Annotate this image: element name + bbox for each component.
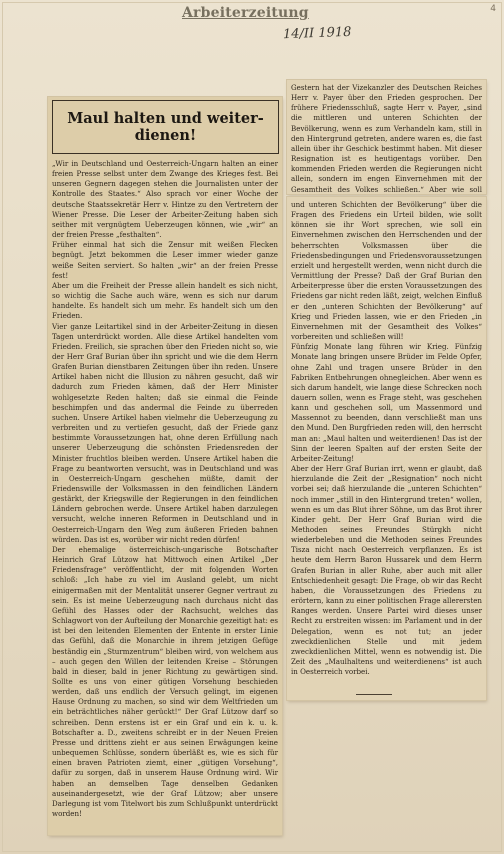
clipping-right-main xyxy=(287,197,486,700)
article-end-rule xyxy=(356,694,392,695)
article-headline: Maul halten und weiter-dienen! xyxy=(52,100,279,154)
newspaper-stamp: Arbeiterzeitung xyxy=(182,5,309,21)
handwritten-date: 14/II 1918 xyxy=(282,24,352,43)
clipping-left-column xyxy=(48,97,282,835)
article-right-main-text: und unteren Schichten der Bevölkerung“ über die Fragen des Friedens ein Urteil bilden, wie sollt können sie ihr Wort sprechen, wie soll ein Einvernehmen zwischen den Herrschenden und der beherrschten Volksmassen über die Friedensbedingungen und Friedensvoraussetzungen erzielt und hergestellt werden, wenn nicht durch die Vermittlung der Presse? Daß der Graf Burian den Arbeiterpresse über die ersten Voraussetzungen des Friedens gar nicht reden läßt, zeigt, welchen Einfluß er den „unteren Schichten der Bevölkerung“ auf Krieg und Frieden lassen, wie er den Frieden „in Einvernehmen mit der Gesamtheit des Volkes“ vorbereiten und schließen will! Fünfzig Monate lang führen wir Krieg. Fünfzig Monate lang bringen unsere Brüder im Felde Opfer, ohne Zahl und tragen unsere Brüder in den Fabriken Entbehrungen ohnegleichen. Aber wenn es sich darum handelt, wie lange diese Schrecken noch dauern sollen, wenn es Frage steht, was geschehen kann und geschehen soll, um Massenmord und Massennot zu beenden, dann verschließt man uns den Mund. Den Burgfrieden reden will, den herrscht man an: „Maul halten und weiterdienen! Das ist der Sinn der leeren Spalten auf der ersten Seite der Arbeiter-Zeitung! Aber der Herr Graf Burian irrt, wenn er glaubt, daß hierzulande die Zeit der „Resignation“ noch nicht vorbei sei; daß hierzulande die „unteren Schichten“ noch immer „still in den Hintergrund treten“ wollen, wenn es um das Blut ihrer Söhne, um das Brot ihrer Kinder geht. Der Herr Graf Burian wird die Methoden seines Freundes Stürgkh nicht wiederbeleben und die Methoden seines Freundes Tisza nicht nach Oesterreich verpflanzen. Es ist heute dem Herrn Baron Hussarek und dem Herrn Grafen Burian in aller Ruhe, aber auch mit aller Entschiedenheit gesagt: Die Frage, ob wir das Recht haben, die Voraussetzungen des Friedens zu erörtern, kann zu einer politischen Frage allerersten Ranges werden. Unsere Partei wird dieses unser Recht zu erstreiten wissen: im Parlament und in der Delegation, wenn es not tut; an jeder zweckdienlichen Stelle und mit jedem zweckdienlichen Mittel, wenn es notwendig ist. Die Zeit des „Maulhaltens und weiterdienens“ ist auch in Oesterreich vorbei. xyxy=(291,200,482,677)
article-right-top-text: Gestern hat der Vizekanzler des Deutschen Reiches Herr v. Payer über den Frieden gesprochen. Der frühere Friedensschluß, sagte Herr v. Payer, „sind die mittleren und unteren Schichten der Bevölkerung, wenn es zum Verhandeln kam, still in den Hintergrund getreten, andere waren es, die fast allein über ihr Geschick bestimmt haben. Mit dieser Resignation ist es heutigentags vorüber. Den kommenden Frieden werden die Regierungen nicht allein, sondern im engen Einvernehmen mit der Gesamtheit des Volkes schließen.“ Aber wie soll xyxy=(291,83,482,194)
clipping-right-top xyxy=(287,80,486,194)
page-number: 4 xyxy=(490,4,496,14)
article-left-column-text: „Wir in Deutschland und Oesterreich-Ungarn halten an einer freien Presse selbst unter dem Zwange des Krieges fest. Bei unseren Gegnern dagegen stehen die Journalisten unter der Kontrolle des Staates.“ Also sprach vor einer Woche der deutsche Staatssekretär Herr v. Hintze zu den Vertretern der Wiener Presse. Die Leser der Arbeiter-Zeitung haben sich seither mit vergnügtem Ueberzeugen können, wie „wir“ an der freien Presse „festhalten“. Früher einmal hat sich die Zensur mit weißen Flecken begnügt. Jetzt bekommen die Leser immer wieder ganze weiße Seiten serviert. So halten „wir“ an der freien Presse fest! Aber um die Freiheit der Presse allein handelt es sich nicht, so wichtig die Sache auch wäre, wenn es sich nur darum handelte. Es handelt sich um mehr. Es handelt sich um den Frieden. Vier ganze Leitartikel sind in der Arbeiter-Zeitung in diesen Tagen unterdrückt worden. Alle diese Artikel handelten vom Frieden. Freilich, sie sprachen über den Frieden nicht so, wie der Herr Graf Burian über ihn spricht und wie die dem Herrn Grafen Burian dienstbaren Zeitungen über ihn reden. Unsere Artikel haben nicht die Illusion zu nähren gesucht, daß wir dadurch zum Frieden kämen, daß der Herr Minister wohlgesetzte Reden halten; daß sie einmal die Feinde beschimpfen und das andermal die Feinde zu überreden suchen. Unsere Artikel haben vielmehr die Ueberzeugung zu verbreiten und zu vertiefen gesucht, daß der Friede ganz bestimmte Voraussetzungen hat, ohne deren Erfüllung nach unserer Ueberzeugung die schönsten Friedensreden der Minister fruchtlos bleiben werden. Unsere Artikel haben die Frage zu beantworten versucht, was in Deutschland und was in Oesterreich-Ungarn geschehen müßte, damit der Friedenswille der Volksmassen in den feindlichen Ländern gestärkt, der Kriegswille der Regierungen in den feindlichen Ländern gebrochen werde. Unsere Artikel haben darzulegen versucht, welche inneren Reformen in Deutschland und in Oesterreich-Ungarn den Weg zum äußeren Frieden bahnen würden. Das ist es, worüber wir nicht reden dürfen! Der ehemalige österreichisch-ungarische Botschafter Heinrich Graf Lützow hat Mittwoch einen Artikel „Der Friedensfrage“ veröffentlicht, der mit folgenden Worten schloß: „Ich habe zu viel im Ausland gelebt, um nicht einigermaßen mit der Mentalität unserer Gegner vertraut zu sein. Es ist meine Ueberzeugung nach durchaus nicht das Gefühl des Hasses oder der Rachsucht, welches das Schlagwort von der Aufteilung der Monarchie gezeitigt hat: es ist bei den leitenden Elementen der Entente in erster Linie das Gefühl, daß die Monarchie in ihrem jetzigen Gefüge beständig ein „Sturmzentrum“ bleiben wird, von welchem aus – auch gegen den Willen der leitenden Kreise – Störungen bald in dieser, bald in jener Richtung zu gewärtigen sind. Sollte es uns von einer gütigen Vorsehung beschieden werden, daß uns endlich der Versuch gelingt, im eigenen Hause Ordnung zu machen, so sind wir dem Weltfrieden um ein beträchtliches näher gerückt!“ Der Graf Lützow darf so schreiben. Denn erstens ist er ein Graf und ein k. u. k. Botschafter a. D., zweitens schreibt er in der Neuen Freien Presse und drittens zieht er aus seinen Erwägungen keine unbequemen Schlüsse, sondern überläßt es, wie es sich für einen braven Patrioten ziemt, einer „gütigen Vorsehung“, dafür zu sorgen, daß in unserem Hause Ordnung wird. Wir haben an demselben Tage denselben Gedanken auseinandergesetzt, wie der Graf Lützow; aber unsere Darlegung ist vom Titelwort bis zum Schlußpunkt unterdrückt worden! xyxy=(52,159,278,818)
